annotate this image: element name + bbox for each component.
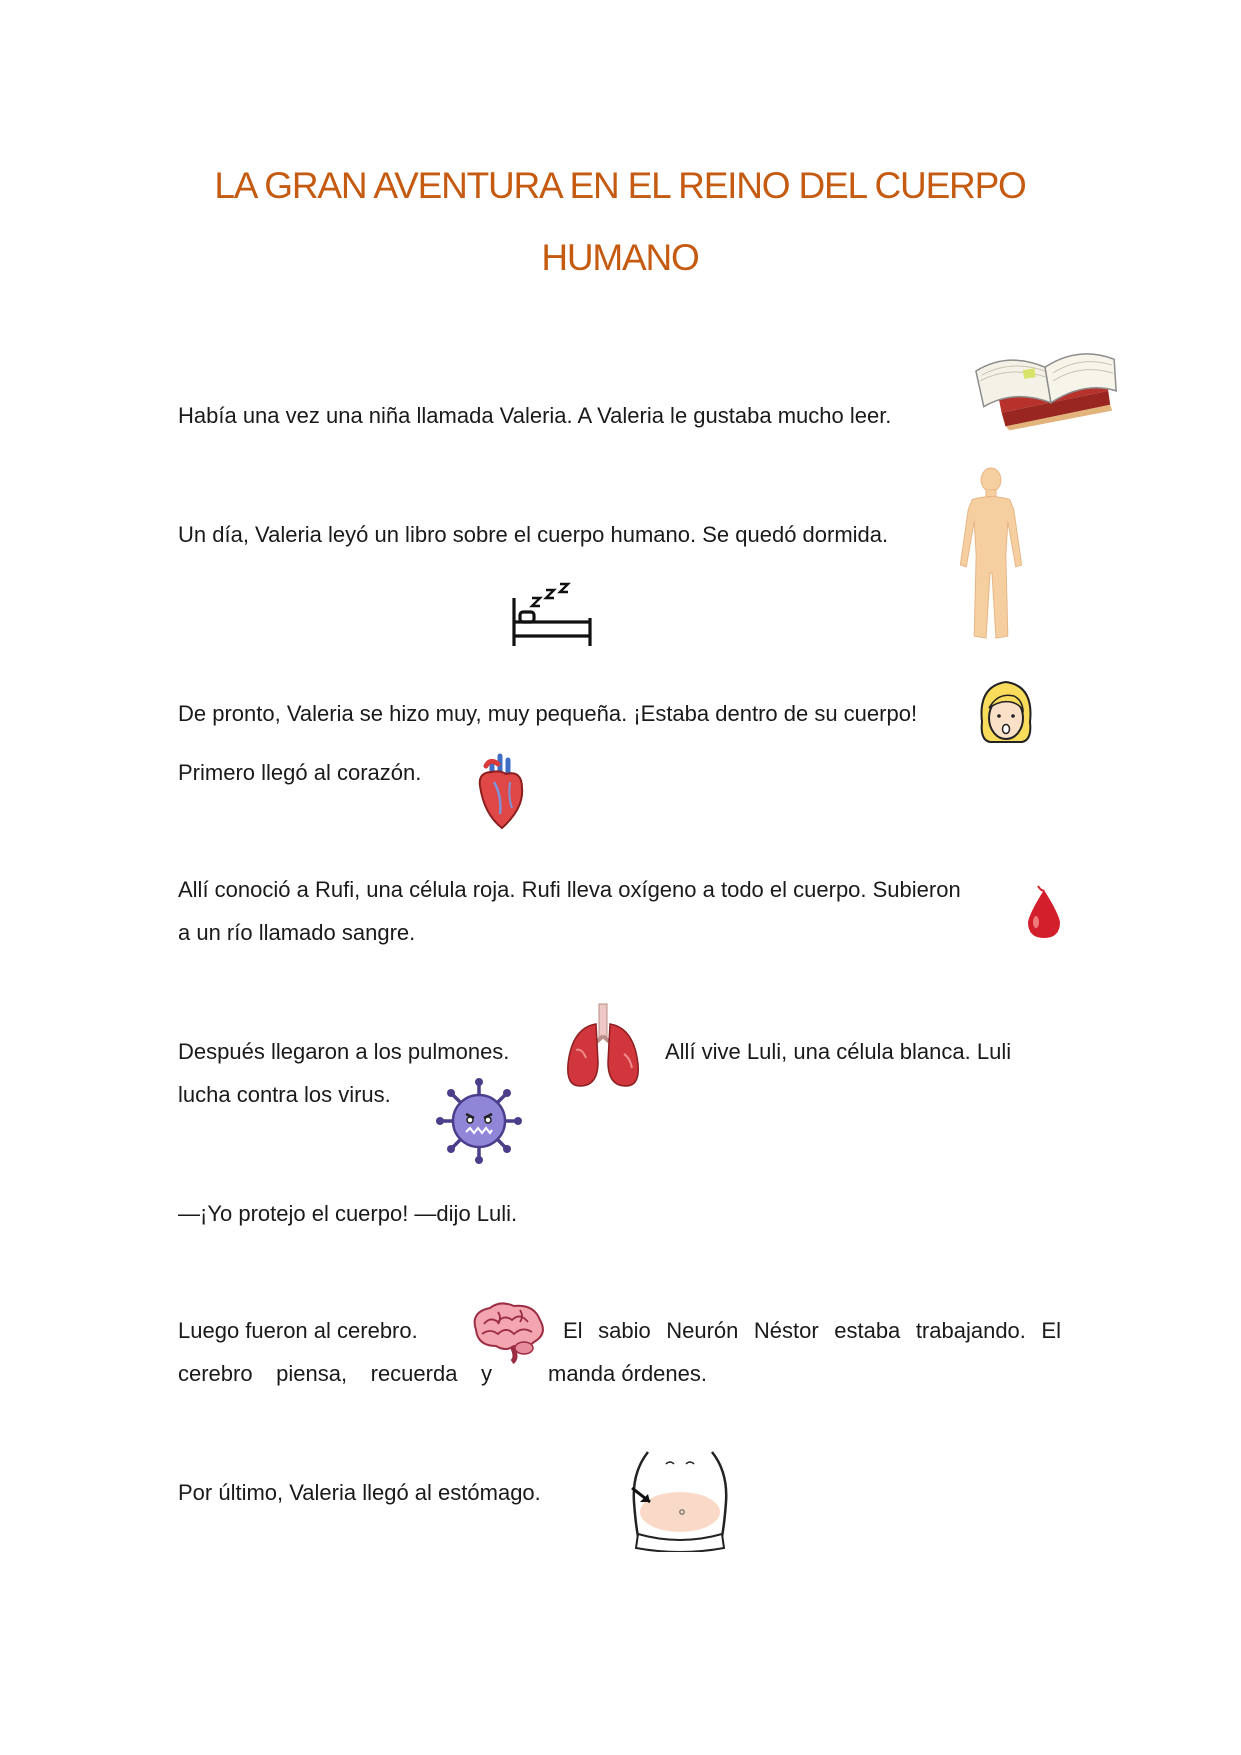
paragraph-lungs-1b: Allí vive Luli, una célula blanca. Luli [665,1039,1012,1064]
blood-drop-icon [1024,882,1064,942]
sleeping-bed-icon [510,580,594,650]
stomach-belly-icon [626,1448,734,1552]
paragraph-small: De pronto, Valeria se hizo muy, muy pequeña. ¡Estaba dentro de su cuerpo! [178,701,918,726]
paragraph-dialogue: —¡Yo protejo el cuerpo! —dijo Luli. [178,1201,518,1226]
paragraph-heart: Primero llegó al corazón. [178,760,422,785]
paragraph-lungs-1a: Después llegaron a los pulmones. [178,1039,510,1064]
paragraph-reading: Había una vez una niña llamada Valeria. A Valeria le gustaba mucho leer. [178,403,892,428]
virus-icon [436,1078,522,1164]
paragraph-brain-2b: manda órdenes. [548,1361,707,1386]
paragraph-red-cell-2: a un río llamado sangre. [178,920,416,945]
paragraph-brain-2a: cerebro piensa, recuerda y [178,1361,492,1386]
surprised-girl-icon [976,678,1036,748]
human-body-icon [954,466,1028,644]
paragraph-red-cell-1: Allí conoció a Rufi, una célula roja. Rufi lleva oxígeno a todo el cuerpo. Subieron [178,877,961,902]
heart-organ-icon [472,752,528,832]
paragraph-brain-1a: Luego fueron al cerebro. [178,1318,418,1343]
paragraph-stomach: Por último, Valeria llegó al estómago. [178,1480,541,1505]
paragraph-book: Un día, Valeria leyó un libro sobre el cuerpo humano. Se quedó dormida. [178,522,889,547]
book-stack-icon [968,330,1126,432]
paragraph-brain-1b: El sabio Neurón Néstor estaba trabajando. El [563,1318,1061,1343]
paragraph-lungs-2: lucha contra los virus. [178,1082,391,1107]
lungs-icon [562,1002,644,1092]
page-title: LA GRAN AVENTURA EN EL REINO DEL CUERPO HUMANO [214,165,1026,278]
